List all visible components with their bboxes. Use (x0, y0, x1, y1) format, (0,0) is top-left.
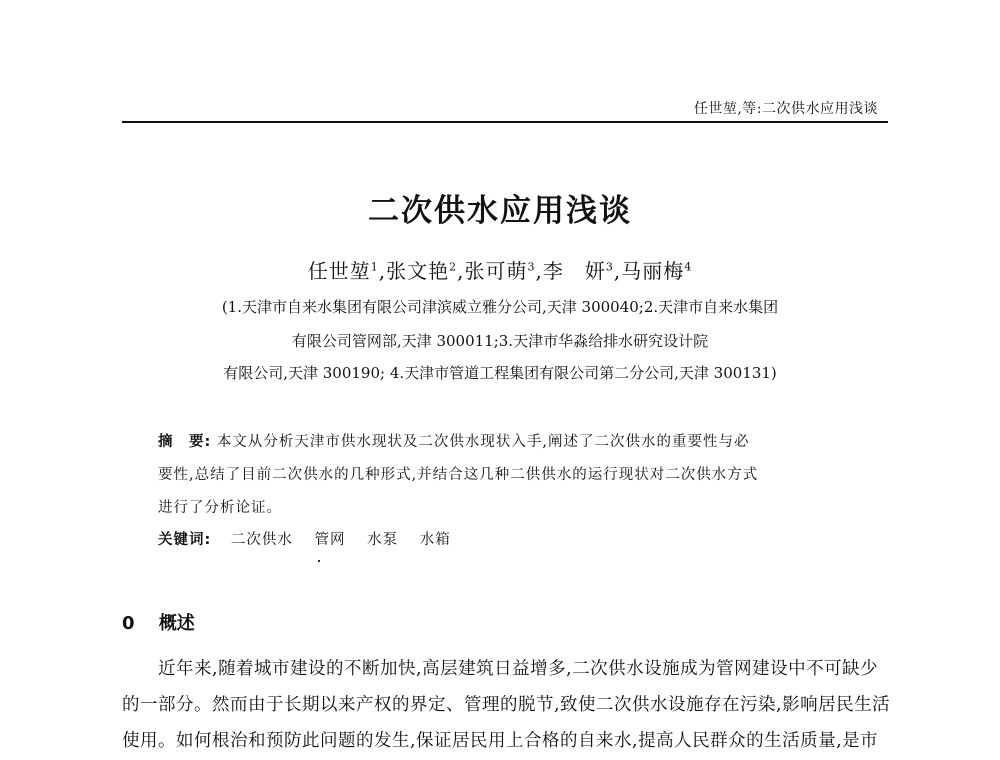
author-list: 任世堃$^1$,张文艳$^2$,张可萌$^3$,李 妍$^3$,马丽梅$^4$ (307, 259, 693, 283)
author-affil-mark: 3 (527, 260, 536, 274)
author-affil-mark: 4 (684, 260, 693, 274)
running-head: 任世堃,等:二次供水应用浅谈 (693, 101, 878, 117)
body-line: 使用。如何根治和预防此问题的发生,保证居民用上合格的自来水,提高人民群众的生活质量,是市 (122, 731, 879, 751)
affiliation-line: 有限公司,天津 300190; 4.天津市管道工程集团有限公司第二分公司,天津 300131) (223, 364, 777, 382)
author-name: 任世堃 (307, 259, 371, 283)
keyword-item: 水箱 (419, 532, 451, 548)
author-name: 张文艳 (386, 259, 450, 283)
paper-title: 二次供水应用浅谈 (368, 193, 632, 229)
author-affil-mark: 2 (449, 260, 458, 274)
abstract-line (158, 430, 858, 451)
body-line: 的一部分。然而由于长期以来产权的界定、管理的脱节,致使二次供水设施存在污染,影响居民生活 (122, 695, 891, 715)
stray-dot (318, 560, 320, 562)
abstract-line: 要性,总结了目前二次供水的几种形式,并结合这几种二供供水的运行现状对二次供水方式 (158, 467, 759, 483)
author-name: 李 妍 (542, 259, 606, 283)
author-affil-mark: 3 (605, 260, 614, 274)
affiliation-line: (1.天津市自来水集团有限公司津滨威立雅分公司,天津 300040;2.天津市自来水集团 (221, 298, 779, 316)
author-name: 张可萌 (464, 259, 528, 283)
abstract-label: 摘 要: (158, 434, 212, 450)
body-line: 近年来,随着城市建设的不断加快,高层建筑日益增多,二次供水设施成为管网建设中不可缺少 (158, 659, 879, 679)
author-name: 马丽梅 (621, 259, 685, 283)
abstract-line: 进行了分析论证。 (158, 500, 282, 516)
keyword-item: 二次供水 (230, 532, 293, 548)
author-affil-mark: 1 (370, 260, 379, 274)
section-heading (122, 609, 195, 635)
abstract-text: 本文从分析天津市供水现状及二次供水现状入手,阐述了二次供水的重要性与必 (216, 434, 750, 450)
section-title: 概述 (158, 613, 195, 634)
keyword-item: 水泵 (367, 532, 399, 548)
keywords (158, 528, 467, 549)
keyword-item: 管网 (314, 532, 346, 548)
section-number: 0 (122, 613, 135, 634)
header-rule (122, 121, 888, 123)
affiliation-line: 有限公司管网部,天津 300011;3.天津市华淼给排水研究设计院 (291, 332, 709, 350)
keywords-label: 关键词: (158, 532, 212, 548)
